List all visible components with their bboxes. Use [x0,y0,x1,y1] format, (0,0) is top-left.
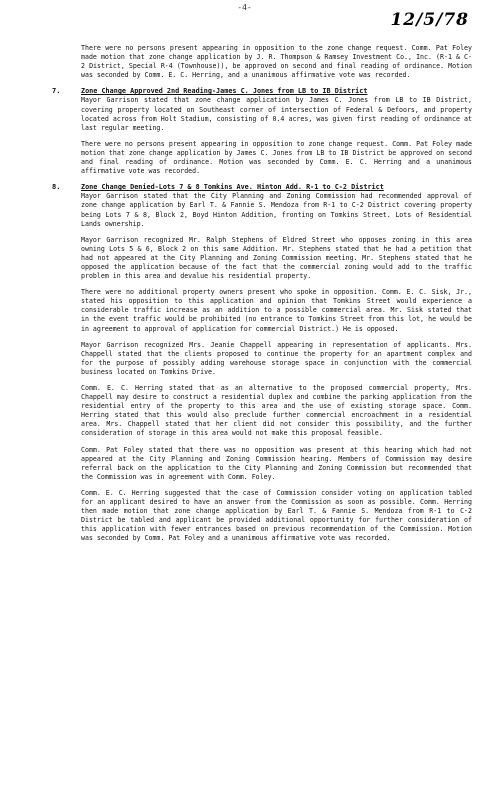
paragraph: Mayor Garrison recognized Mrs. Jeanie Chappell appearing in representation of applicants. Mrs. Chappell stated that the clients proposed to continue the property for an apartment complex and for the purpose of possibly adding warehouse storage space in conjunction with the commercial business located on Tomkins Drive. [81,340,472,376]
paragraph: Mayor Garrison recognized Mr. Ralph Stephens of Eldred Street who opposes zoning in this area owning Lots 5 & 6, Block 2 on this same Addition. Mr. Stephens stated that he had a petition that had not appeared at the City Planning and Zoning Commission meeting. Mr. Stephens stated that he opposed the application because of the fact that the commercial zoning would add to the traffic problem in this area and devalue his residential property. [81,235,472,281]
handwritten-date: 12/5/78 [390,10,469,30]
paragraph: Mayor Garrison stated that the City Planning and Zoning Commission had recommended approval of zone change application by Earl T. & Fannie S. Mendoza from R-1 to C-2 District covering property being Lots 7 & 8, Block 2, Boyd Hinton Addition, fronting on Tomkins Street. Lots of Residential Lands ownership. [81,192,472,228]
paragraph: Comm. E. C. Herring suggested that the case of Commission consider voting on application tabled for an applicant desired to have an answer from the Commission as soon as possible. Comm. Herring then made motion that zone change application by Earl T. & Fannie S. Mendoza from R-1 to C-2 District be tabled and applicant be provided additional opportunity for further consideration of this application with fewer entrances based on previous recommendation of the Commission. Motion was seconded by Comm. Pat Foley and a unanimous affirmative vote was recorded. [81,488,472,543]
item-number: 7. [52,87,61,96]
paragraph: Comm. Pat Foley stated that there was no opposition was present at this hearing which had not appeared at the City Planning and Zoning Commission hearing. Members of Commission may desire referral back on the application to the City Planning and Zoning Commission but recommended that the Commission was in agreement with Comm. Foley. [81,445,472,481]
agenda-item-7 [52,87,472,176]
item-number: 8. [52,183,61,192]
minutes-body [52,44,472,551]
item-heading: Zone Change Denied-Lots 7 & 8 Tomkins Ave. Hinton Add. R-1 to C-2 District [81,183,384,192]
paragraph: Comm. E. C. Herring stated that as an alternative to the proposed commercial property, Mrs. Chappell may desire to construct a residential duplex and combine the parking application from the residential entry of the property to this area and the use of existing storage space. Comm. Herring stated that this would also preclude further commercial encroachment in a residential area. Mrs. Chappell stated that her client did not consider this possibility, and the further consideration of storage in this area would not make this proposal feasible. [81,384,472,438]
paragraph: There were no persons present appearing in opposition to zone change request. Comm. Pat Foley made motion that zone change application by James C. Jones from LB to IB District be approved on second and final reading of ordinance. Motion was seconded by Comm. E. C. Herring and a unanimous affirmative vote was recorded. [81,139,472,176]
paragraph: Mayor Garrison stated that zone change application by James C. Jones from LB to IB District, covering property located on Southeast corner of intersection of Federal & Defoors, and property located across from Holt Stadium, consisting of 0.4 acres, was given first reading of ordinance at last regular meeting. [81,96,472,132]
paragraph: There were no additional property owners present who spoke in opposition. Comm. E. C. Sisk, Jr., stated his opposition to this application and opinion that Tomkins Street would experience a considerable traffic increase as an addition to a possible commercial area. Mr. Sisk stated that in the event traffic would be prohibited (no entrance to Tomkins Street from this lot, he would be in agreement to approval of application for commercial District.) He is opposed. [81,288,472,333]
item-heading: Zone Change Approved 2nd Reading-James C. Jones from LB to IB District [81,87,368,96]
agenda-item-8 [52,183,472,543]
paragraph: There were no persons present appearing in opposition to the zone change request. Comm. Pat Foley made motion that zone change application by J. R. Thompson & Ramsey Investment Co., Inc. (R-1 & C-2 District, Special R-4 (Townhouse)), be approved on second and final reading of ordinance. Motion was seconded by Comm. E. C. Herring, and a unanimous affirmative vote was recorded. [81,44,472,80]
page-number: -4- [237,3,252,12]
